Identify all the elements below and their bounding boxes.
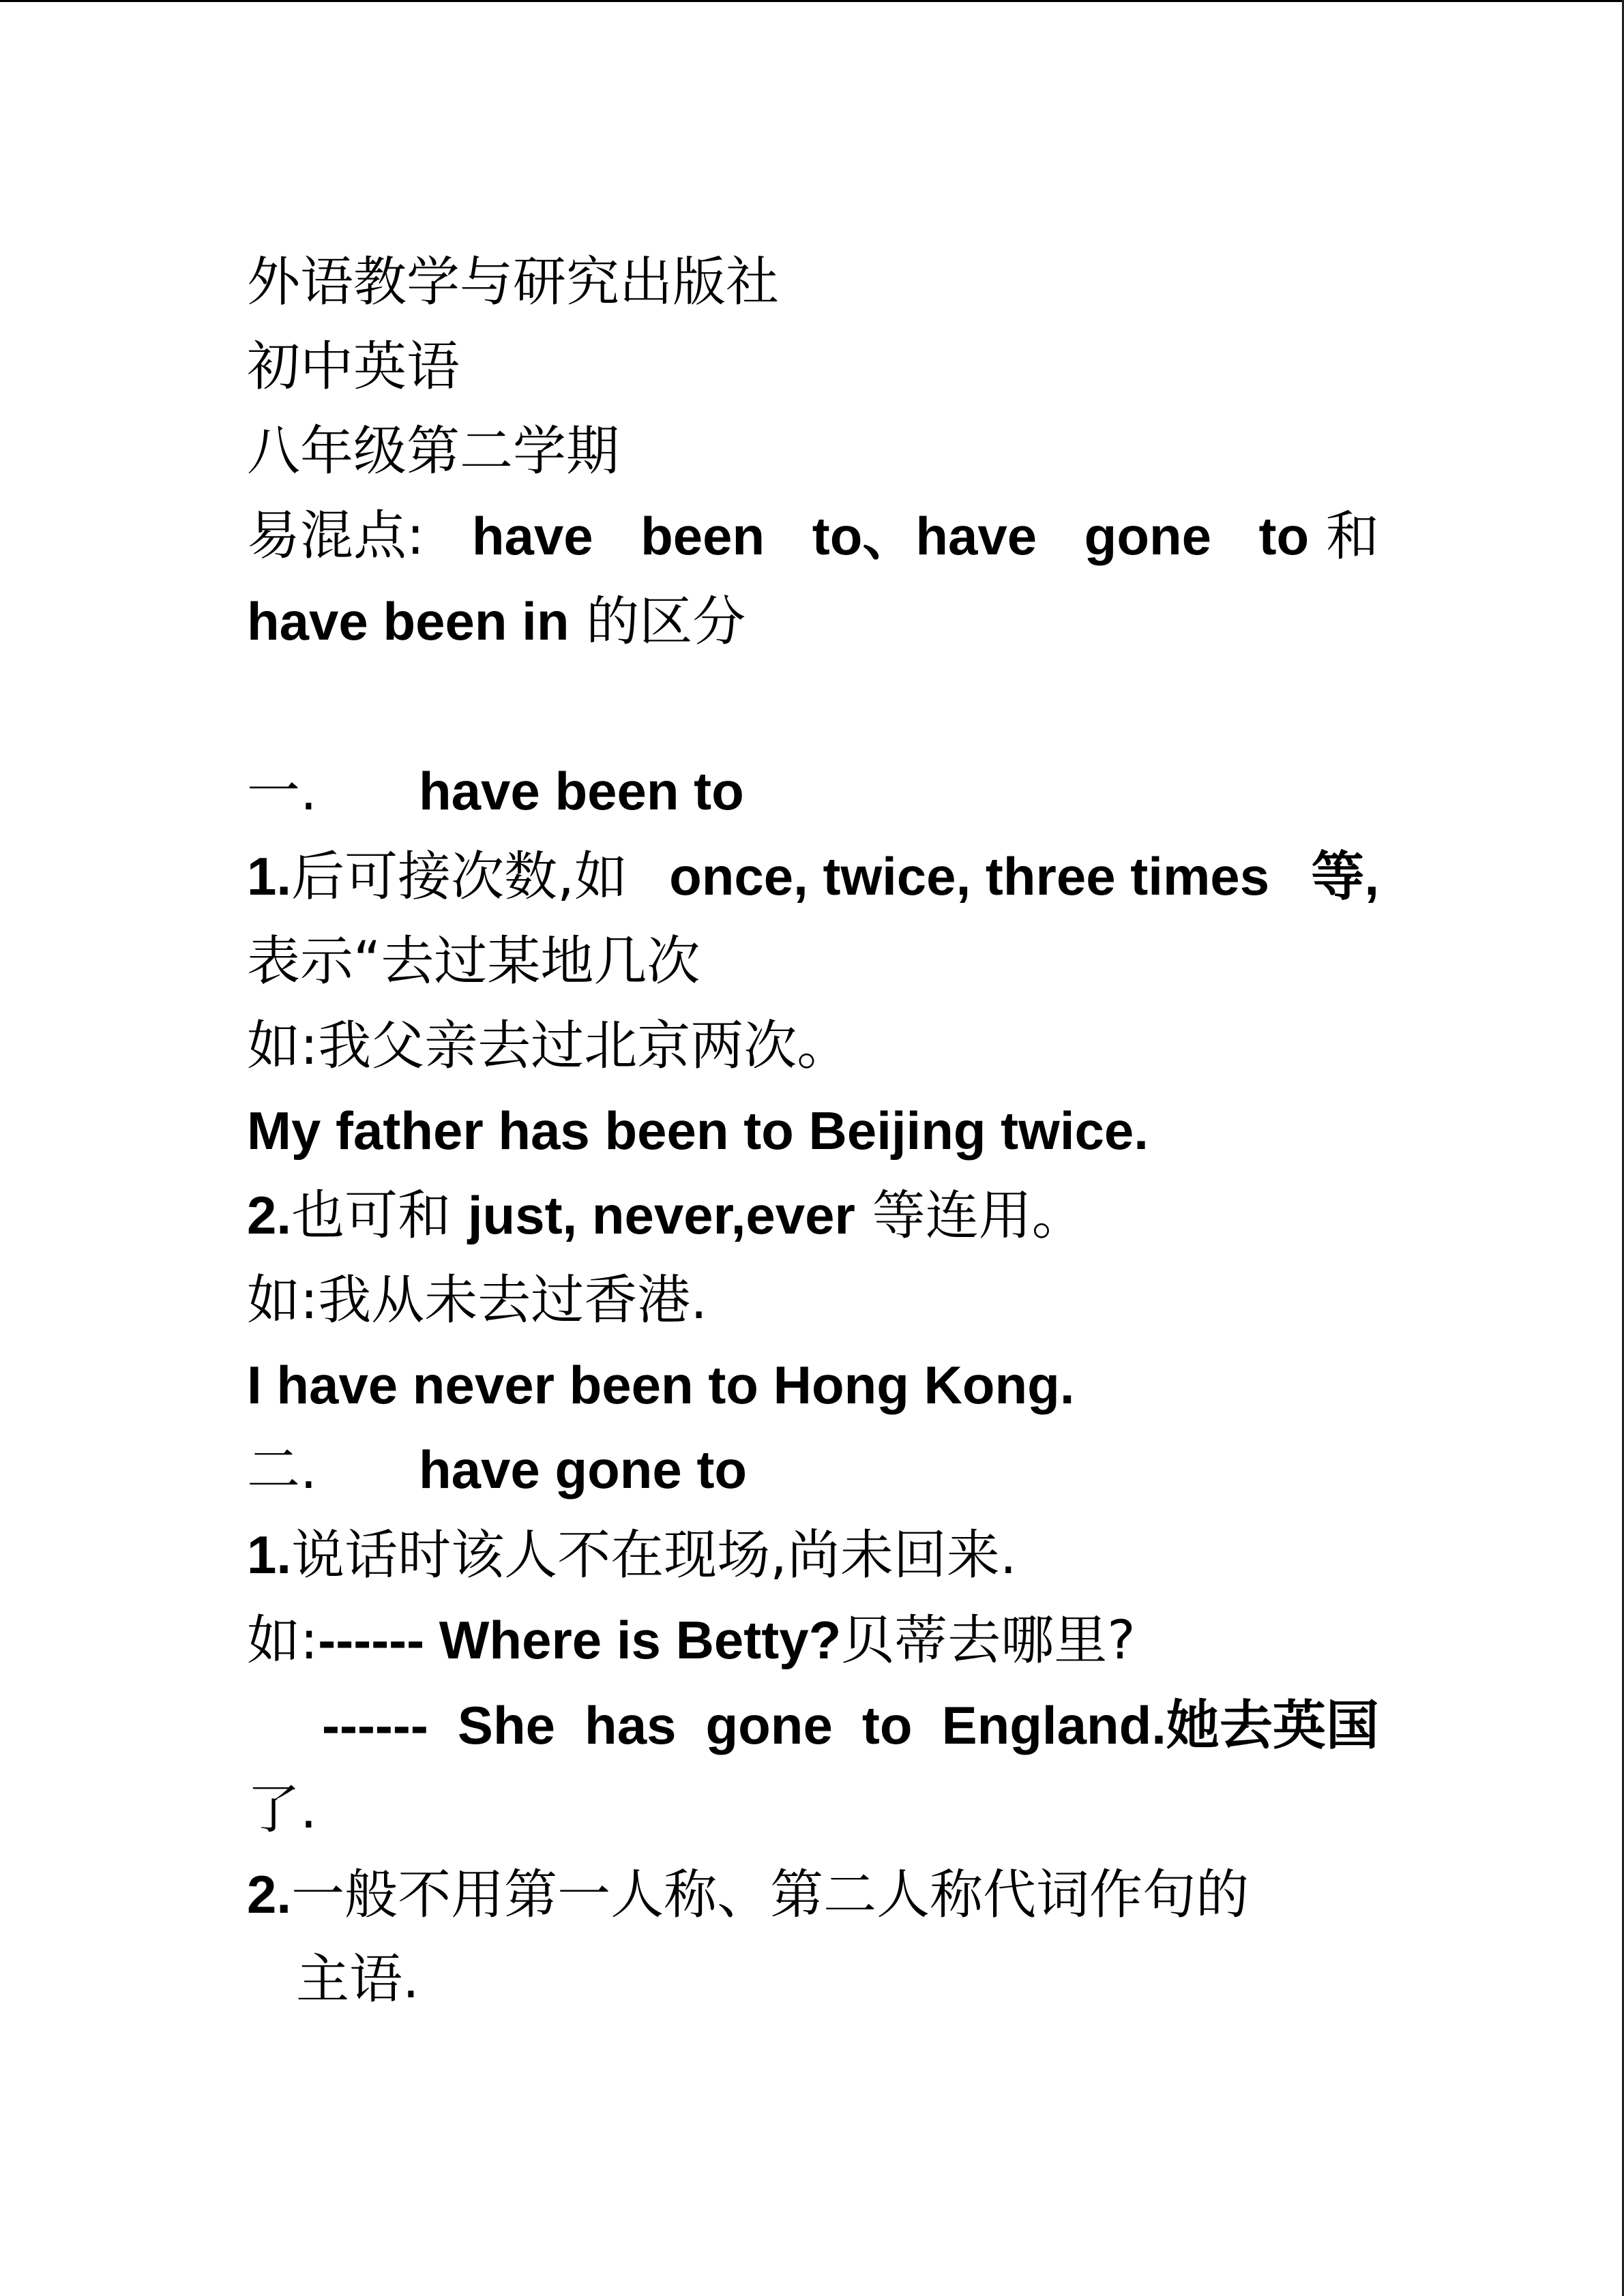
title-word: gone	[1084, 506, 1211, 566]
section-1-point-2: 2.也可和 just, never,ever 等连用。	[247, 1185, 1085, 1247]
spacer	[247, 664, 1379, 749]
title-word: have	[471, 506, 593, 566]
section-1-example-2-en: I have never been to Hong Kong.	[247, 1355, 1075, 1415]
section-1-example-1-en: My father has been to Beijing twice.	[247, 1101, 1149, 1161]
section-1-title: have been to	[419, 761, 744, 821]
section-1-point-1-cont: 表示“去过某地几次	[247, 931, 700, 992]
section-1-point-1: 1.后可接次数,如 once, twice, three times 等,	[247, 846, 1379, 908]
section-1-example-1-cn: 如:我父亲去过北京两次。	[247, 1015, 851, 1077]
grade-line: 八年级第二学期	[247, 421, 620, 482]
section-2-point-2-cont: 主语.	[296, 1949, 419, 2010]
title-word: to、have	[812, 506, 1037, 566]
section-1-number: 一.	[247, 761, 317, 822]
title-prefix: 易混点:	[247, 505, 425, 567]
subject-line: 初中英语	[247, 336, 460, 398]
section-2-heading	[247, 1427, 1379, 1512]
document-page	[247, 240, 1379, 2022]
title-word: to 和	[1258, 506, 1379, 567]
section-2-point-1: 1.说话时该人不在现场,尚未回来.	[247, 1525, 1017, 1586]
title-line-1	[247, 494, 1379, 579]
section-2-title: have gone to	[419, 1440, 748, 1500]
title-word: been	[640, 506, 765, 566]
section-2-answer-cont: 了.	[247, 1779, 317, 1840]
section-2-point-2: 2.一般不用第一人称、第二人称代词作句的	[247, 1864, 1250, 1926]
section-1-heading	[247, 749, 1379, 834]
title-phrase: have been in	[247, 591, 570, 651]
publisher-line: 外语教学与研究出版社	[247, 252, 780, 313]
section-1-example-2-cn: 如:我从未去过香港.	[247, 1270, 708, 1331]
section-2-answer: ------ She has gone to England.她去英国	[322, 1695, 1379, 1755]
title-suffix: 的区分	[586, 591, 746, 653]
title-line-2	[247, 579, 1379, 664]
top-border-line	[0, 0, 1624, 2]
section-2-question: 如:------ Where is Betty?贝蒂去哪里?	[247, 1610, 1136, 1671]
section-2-number: 二.	[247, 1440, 317, 1501]
